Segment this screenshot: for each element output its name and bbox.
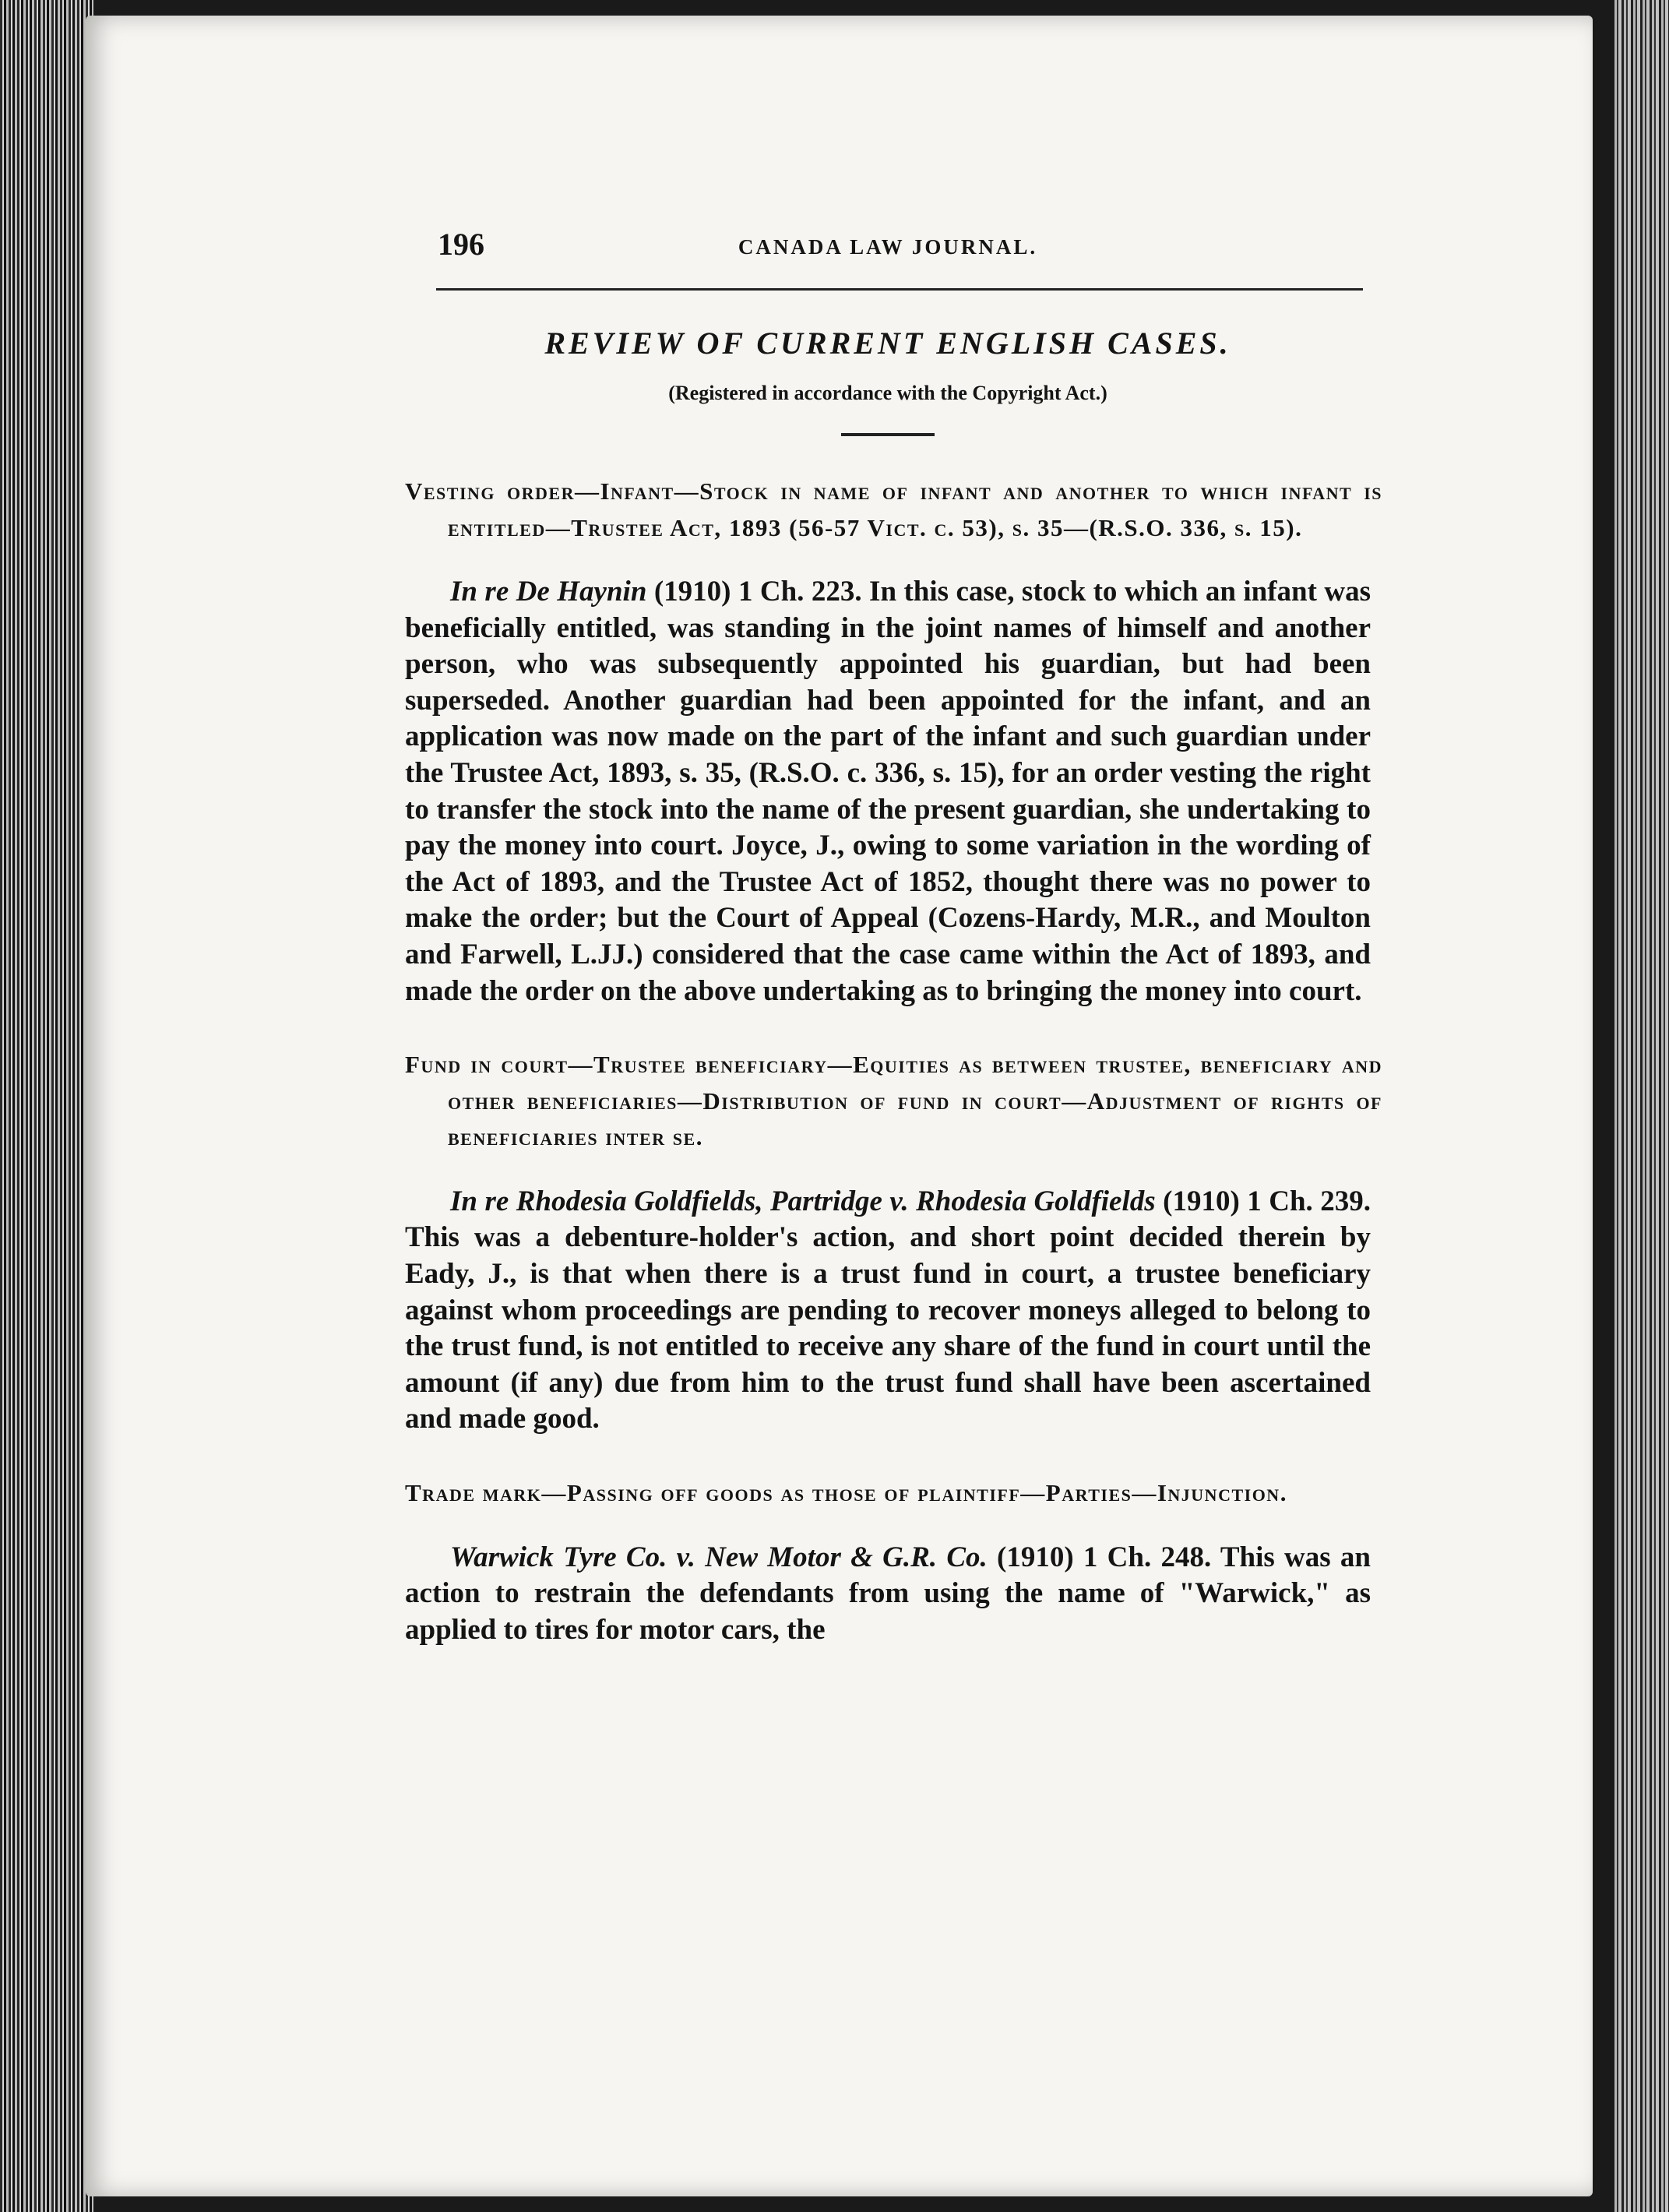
running-head xyxy=(405,226,1371,273)
book-edge-right xyxy=(1614,0,1669,2212)
document-page xyxy=(86,16,1593,2196)
section-title: REVIEW OF CURRENT ENGLISH CASES. xyxy=(544,326,1231,361)
case-headnote: Fund in court—Trustee beneficiary—Equities as between trustee, beneficiary and other beneficiaries—Distribution of fund in court—Adjustment of rights of beneficiaries inter se. xyxy=(405,1051,1382,1151)
case-body: (1910) 1 Ch. 248. This was an action to restrain the defendants from using the name of "Warwick," as applied to tires for motor cars, the xyxy=(405,1541,1371,1646)
case-body: (1910) 1 Ch. 239. This was a debenture-holder's action, and short point decided therein by Eady, J., is that when there is a trust fund in court, a trustee beneficiary against whom proceedings are pending to recover moneys alleged to belong to the trust fund, is not entitled to receive any share of the fund in court until the amount (if any) due from him to the trust fund shall have been ascertained and made good. xyxy=(405,1185,1371,1435)
section-divider xyxy=(841,433,935,436)
case-paragraph xyxy=(405,1540,1371,1649)
case-name: In re De Haynin xyxy=(450,576,647,608)
case-paragraph xyxy=(405,1184,1371,1438)
case-body: (1910) 1 Ch. 223. In this case, stock to which an infant was beneficially entitled, was standing in the joint names of himself and another person, who was subsequently appointed his guardian, but had been superseded. Another guardian had been appointed for the infant, and an application was now made on the part of the infant and such guardian under the Trustee Act, 1893, s. 35, (R.S.O. c. 336, s. 15), for an order vesting the right to transfer the stock into the name of the present guardian, she undertaking to pay the money into court. Joyce, J., owing to some variation in the wording of the Act of 1893, and the Trustee Act of 1852, thought there was no power to make the order; but the Court of Appeal (Cozens-Hardy, M.R., and Moulton and Farwell, L.JJ.) considered that the case came within the Act of 1893, and made the order on the above undertaking as to bringing the money into court. xyxy=(405,576,1371,1007)
copyright-note: (Registered in accordance with the Copyright Act.) xyxy=(668,382,1107,404)
case-headnote: Vesting order—Infant—Stock in name of infant and another to which infant is entitled—Trustee Act, 1893 (56-57 Vict. c. 53), s. 35—(R.S.O. 336, s. 15). xyxy=(405,477,1382,541)
case-name: In re Rhodesia Goldfields, Partridge v. Rhodesia Goldfields xyxy=(450,1185,1156,1217)
page-content xyxy=(405,226,1382,1648)
journal-title: CANADA LAW JOURNAL. xyxy=(738,235,1038,259)
header-rule xyxy=(436,288,1363,291)
case-name: Warwick Tyre Co. v. New Motor & G.R. Co. xyxy=(450,1541,988,1573)
page-number: 196 xyxy=(438,227,484,262)
book-spine-left xyxy=(0,0,93,2212)
case-headnote: Trade mark—Passing off goods as those of plaintiff—Parties—Injunction. xyxy=(405,1479,1287,1507)
case-paragraph xyxy=(405,574,1371,1009)
